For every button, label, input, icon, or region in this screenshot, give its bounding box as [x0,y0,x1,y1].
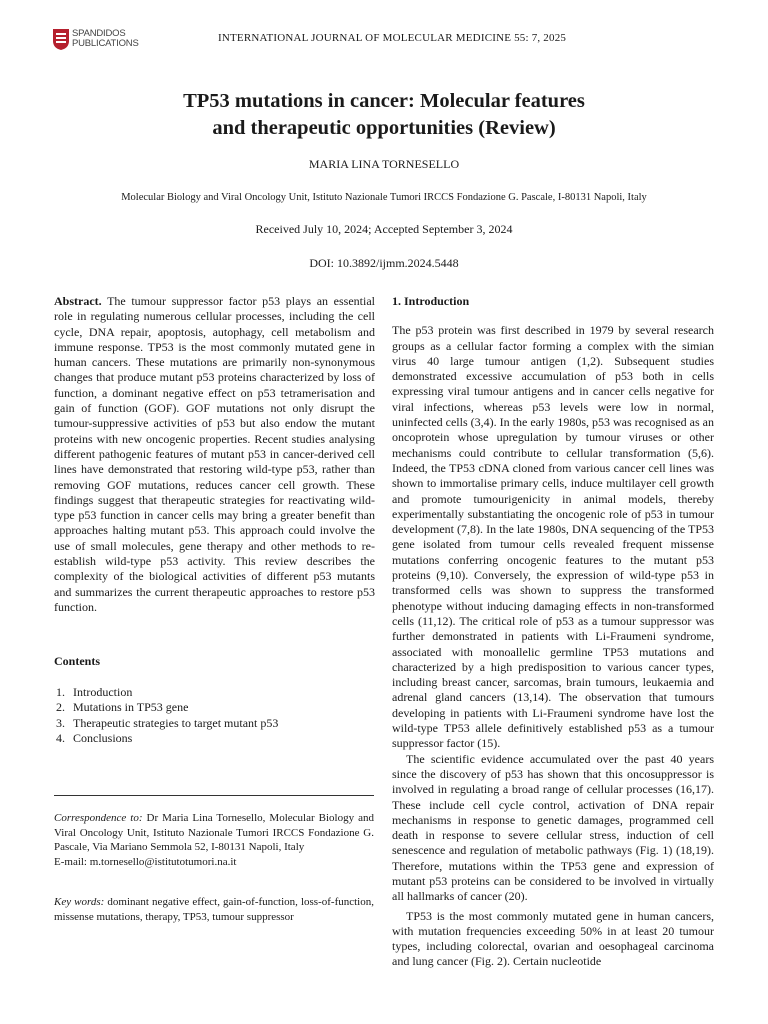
correspondence-email[interactable]: E-mail: m.tornesello@istitutotumori.na.it [54,855,237,868]
contents-item-label: Mutations in TP53 gene [73,700,189,715]
contents-list [56,685,278,746]
article-title [0,88,768,142]
correspondence-text: Dr Maria Lina Tornesello, Molecular Biology and Viral Oncology Unit, Istituto Nazionale Tumori IRCCS Fondazione G. Pascale, Via Mariano Semmola 52, I-80131 Napoli, Italy [54,812,374,853]
section-heading: 1. Introduction [392,294,470,308]
publisher-name-line2: PUBLICATIONS [72,38,139,49]
journal-running-head: INTERNATIONAL JOURNAL OF MOLECULAR MEDICINE 55: 7, 2025 [218,32,567,44]
author-affiliation: Molecular Biology and Viral Oncology Unit, Istituto Nazionale Tumori IRCCS Fondazione G. Pascale, I-80131 Napoli, Italy [121,192,647,203]
abstract-label: Abstract. [54,294,102,308]
contents-item[interactable] [56,731,278,746]
author-name: MARIA LINA TORNESELLO [308,157,460,171]
abstract-text: The tumour suppressor factor p53 plays an essential role in regulating numerous cellular processes, including the cell cycle, DNA repair, apoptosis, autophagy, cell metabolism and immune response. TP53 is the most commonly mutated gene in human cancers. These mutations are primarily non-synonymous changes that produce mutant p53 proteins characterized by loss of function, a dominant negative effect on p53 tetramerisation and gain of function (GOF). GOF mutations not only disrupt the tumour-suppressive activities of p53 but also endow the mutant proteins with new oncogenic properties. Recent studies analysing different pathogenic features of mutant p53 in cancer-derived cell lines have demonstrated that restoring wild-type p53, rather than removing GOF mutations, reduces cancer cell growth. These findings suggest that therapeutic strategies for reactivating wild-type p53 function in cancer cells may bring a greater benefit than approaches halting mutant p53. This approach could involve the use of small molecules, gene therapy and other methods to re-establish wild-type p53 activity. This review describes the complexity of the biological activities of different p53 mutants and summarizes the current therapeutic approaches to restore p53 function. [54,294,375,614]
contents-item-label: Therapeutic strategies to target mutant p53 [73,715,279,730]
contents-item[interactable] [56,685,278,700]
contents-item-label: Introduction [73,685,133,699]
publisher-logo [52,27,147,57]
correspondence-note [54,811,374,869]
contents-heading: Contents [54,654,101,668]
contents-item-number: 3. [56,715,65,730]
intro-paragraph-1: The p53 protein was first described in 1979 by several research groups as a cellular factor forming a complex with the simian virus 40 large tumour antigen (1,2). Subsequent studies demonstrated excessive accumulation of p53 both in cells expressing viral tumour antigens and in cancer cells negative for viral infections, whereas p53 levels were low in normal, uninfected cells (3,4). In the early 1980s, p53 was recognised as an oncoprotein whose upregulation by tumour viruses or other mechanisms could contribute to cellular transformation (5,6). Indeed, the TP53 cDNA cloned from various cancer cell lines was shown to immortalise primary cells, induce multilayer cell growth and promote tumourigenicity in animal models, thereby experimentally substantiating the oncogenic role of p53 in tumour development (7,8). In the late 1980s, DNA sequencing of the TP53 gene isolated from tumour cells revealed frequent missense mutations conferring oncogenic features to the mutant p53 proteins (9,10). Conversely, the expression of wild-type p53 in transformed cells was shown to suppress the transformed phenotype without inducing damaging effects in non-transformed cells (11,12). The critical role of p53 as a tumour suppressor was further demonstrated in patients with Li-Fraumeni syndrome, associated with monoallelic germline TP53 mutations and characterized by a high predisposition to various cancer types, including breast cancer, sarcomas, brain tumours, leukaemia and adrenal gland cancers (13,14). The observation that tumours developing in patients with Li-Fraumeni syndrome have lost the wild-type TP53 allele definitively established p53 as a tumour suppressor factor (15). [392,323,714,751]
correspondence-label: Correspondence to: [54,812,143,824]
keywords-text: dominant negative effect, gain-of-function, loss-of-function, missense mutations, therapy, TP53, tumour suppressor [54,896,374,923]
keywords-label: Key words: [54,896,105,908]
doi-link[interactable]: DOI: 10.3892/ijmm.2024.5448 [309,256,459,270]
contents-item-number: 4. [56,730,65,745]
intro-paragraph-2: The scientific evidence accumulated over the past 40 years since the discovery of p53 has shown that this oncosuppressor is involved in regulating a broad range of cellular processes (16,17). These include cell cycle control, activation of DNA repair mechanisms in response to genetic damages, programmed cell death in response to severe cellular stress, induction of cell senescence and regulation of metabolic pathways (Fig. 1) (18,19). Therefore, mutations within the TP53 gene and expression of mutant p53 proteins can be considered to be involved in virtually all hallmarks of cancer (20). [392,751,714,904]
received-accepted-dates: Received July 10, 2024; Accepted September 3, 2024 [255,222,513,236]
intro-paragraph-3: TP53 is the most commonly mutated gene in human cancers, with mutation frequencies exceeding 50% in at least 20 tumour types, including colorectal, ovarian and oesophageal carcinoma and lung cancer (Fig. 2). Certain nucleotide [392,908,714,969]
introduction-section [392,294,714,970]
abstract-paragraph [54,294,375,615]
spandidos-seal-icon [52,27,70,51]
footnote-divider [54,795,374,796]
contents-item-label: Conclusions [73,730,133,745]
publisher-name-line1: SPANDIDOS [72,28,126,39]
abstract-block [54,294,375,615]
contents-item[interactable] [56,716,278,731]
contents-item-number: 2. [56,700,65,715]
contents-item[interactable] [56,700,278,715]
keywords-note [54,895,374,924]
title-line-1: TP53 mutations in cancer: Molecular features [183,90,585,112]
contents-item-number: 1. [56,685,65,699]
title-line-2: and therapeutic opportunities (Review) [212,117,556,139]
